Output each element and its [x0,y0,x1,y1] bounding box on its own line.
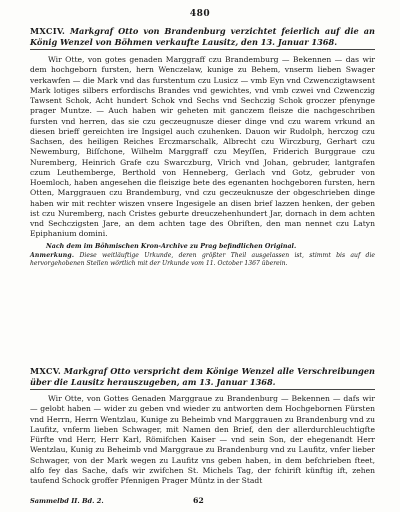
annotation-text: Diese weitläuftige Urkunde, deren größter Theil ausgelassen ist, stimmt bis auf die hervorgehobenen Stellen wörtlich mit der Urkunde vom 11. October 1367 überein. [30,251,376,267]
annotation [30,252,375,269]
heading-rule [30,389,375,390]
document-title: Markgraf Otto von Brandenburg verzichtet feierlich auf die an König Wenzel von Böhmen verkaufte Lausitz, den 13. Januar 1368. [30,26,375,47]
leaf-number: 62 [193,496,204,505]
document-body [30,55,375,240]
source-note: Nach dem im Böhmischen Kron-Archive zu Prag befindlichen Original. [46,242,297,250]
document-body [30,394,375,486]
page-number: 480 [189,9,211,19]
document-heading [30,26,375,47]
document-title: Markgraf Otto verspricht dem Könige Wenzel alle Verschreibungen über die Lausitz herauszugeben, am 13. Januar 1368. [30,366,375,387]
document-mxcv [30,366,375,486]
document-mxciv [30,26,375,268]
heading-rule [30,49,375,50]
signature-mark: Sammelbd II. Bd. 2. [30,497,104,505]
document-number: MXCIV. [30,26,66,36]
document-heading [30,366,375,387]
body-paragraph: Wir Otte, von gotes genaden Marggraff czu Brandemburg — Bekennen — das wir dem hochgeborn fursten, hern Wenczelaw, kunige zu Behem, vnserm lieben Swager verkawfen — die Mark vnd das furstentum czu Lusicz — vmb Eyn vnd Czwenczigtawsent Mark lotiges silbers erfordischs Brandes vnd gewichtes, vnd vmb czwei vnd Czwenczig Tawsent Schok, Acht hundert Schok vnd Sechs vnd Sechczig Schok groczer pfenynge prager Muntze. — Auch haben wir geheten mit ganczem fleisze die nachgeschriben fursten vnd herren, das sie czu geczeugnusze dieser dinge vnd czu warem vrkund an diesen brieff gereichten ire Ingsigel auch czuhenken. Dauon wir Rudolph, herczog czu Sachsen, des heiligen Reiches Erczmarschalk, Albrecht czu Wirczburg, Gerhart czu Newemburg, Biſſchone, Wilhelm Marggraff czu Meyſſen, Friderich Burggraue czu Nuremberg, Heinrich Grafe czu Swarczburg, Vlrich vnd Johan, gebruder, lantgrafen czum Leuthemberge, Berthold von Henneberg, Gerlach vnd Gotz, gebruder von Hoemloch, haben angesehen die fleiszige bete des egenanten hochgeboren fursten, hern Otten, Marggrauen czu Brandemburg, vnd czu geczeuknusze der obgeschrieben dinge haben wir mit rechter wiszen vnsere Ingesigele an disen brief lazzen henken, der geben ist czu Nuremberg, nach Cristes geburte dreuczehenhundert Jar, dornach in dem achten vnd Sechczigsten Jare, an dem achten tage des Obriſten, den man nennet czu Latyn Epiphanium domini. [30,55,375,239]
body-paragraph: Wir Otte, von Gottes Genaden Marggraue zu Brandenburg — Bekennen — dafs wir — gelobt haben — wider zu geben vnd wieder zu antworten dem Hochgebornen Fürsten vnd Herrn, Herrn Wentzlau, Kunige zu Beheimb vnd Marggrauen zu Brandenburg vnd zu Laufitz, vnferm lieben Schwager, mit Namen den Brief, den der allerdurchleuchtigfte Fürfte vnd Herr, Herr Karl, Römifchen Kaiser — vnd sein Son, der ehegenandt Herr Wentzlau, Kunig zu Beheimb vnd Marggraue zu Brandenburg vnd zu Laufitz, vnfer lieber Schwager, von der Mark wegen zu Laufitz vns geben haben, in dem befchrieben fteet, alfo fey das Sache, dafs wir zwifchen St. Michels Tag, der fchirift künftig ift, zehen taufend Schock groffer Pfennigen Prager Müntz in der Stadt [30,394,375,485]
annotation-label: Anmerkung. [30,251,75,259]
page-footer [30,497,375,505]
document-number: MXCV. [30,366,62,376]
